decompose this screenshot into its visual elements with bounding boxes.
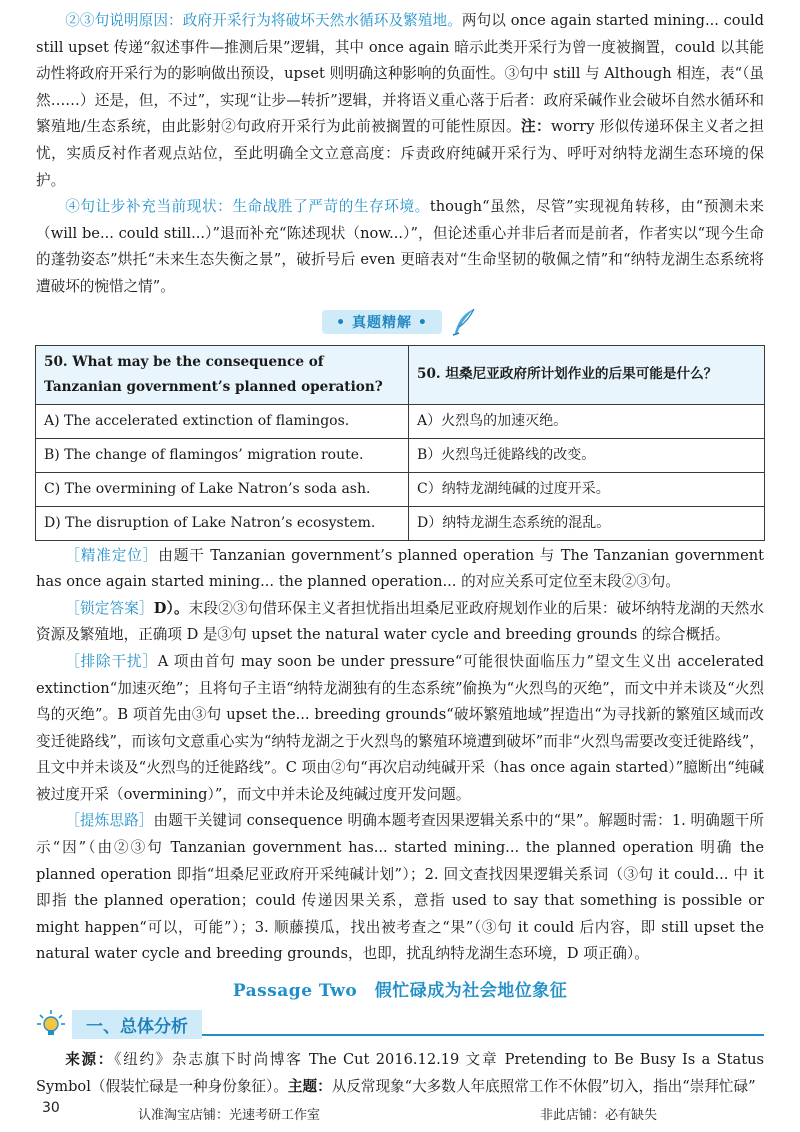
page-footer (0, 1094, 800, 1124)
paragraph-body: 两句以 once again started mining... could still upset 传递“叙述事件—推测后果”逻辑，其中 once again 暗示此类开采行为曾一度被搁置，could 以其能动性将政府开采行为的影响做出预设，upset 则明确这种影响的负面性。③句中 still 与 Although 相连，表“（虽然……）还是，但，不过”，实现“让步—转折”逻辑，并将语义重心落于后者：政府采碱作业会破坏自然水循环和繁殖地/生态系统，由此影射②句政府开采行为此前被搁置的可能性原因。 (36, 12, 764, 136)
option-en: A) The accelerated extinction of flamingos. (36, 404, 409, 438)
option-row (36, 472, 765, 506)
option-row (36, 506, 765, 540)
analysis-paragraph-2 (36, 194, 764, 300)
question-en: 50. What may be the consequence of Tanzanian government’s planned operation? (36, 345, 409, 404)
option-en: D) The disruption of Lake Natron’s ecosystem. (36, 506, 409, 540)
tips-paragraph (36, 808, 764, 968)
banner-label: • 真题精解 • (322, 310, 442, 334)
locate-paragraph (36, 543, 764, 596)
option-row (36, 438, 765, 472)
analysis-paragraph-1 (36, 8, 764, 194)
exclude-tag: ［排除干扰］ (65, 652, 158, 670)
note-body: worry 形似传递环保主义者之担忧，实质反衬作者观点站位，至此明确全文立意高度：斥责政府纯碱开采行为、呼吁对纳特龙湖生态环境的保护。 (36, 118, 764, 189)
answer-letter: D）。 (153, 599, 189, 617)
source-label: 来源： (65, 1051, 115, 1069)
question-zh: 50. 坦桑尼亚政府所计划作业的后果可能是什么？ (409, 345, 765, 404)
section-divider (202, 1034, 764, 1036)
footer-warning: 非此店铺：必有缺失 (540, 1108, 658, 1123)
question-row (36, 345, 765, 404)
option-en: C) The overmining of Lake Natron’s soda ash. (36, 472, 409, 506)
source-body: 《纽约》杂志旗下时尚博客 The Cut 2016.12.19 文章 Pretending to Be Busy Is a Status Symbol（假装忙碌是一种身份象征）。 (36, 1051, 764, 1095)
note-label: 注： (521, 118, 551, 136)
footer-shop: 认准淘宝店铺：光速考研工作室 (138, 1108, 321, 1123)
paragraph-body: though“虽然，尽管”实现视角转移，由“预测未来（will be... could still...）”退而补充“陈述现状（now...）”，但论述重心并非后者而是前者，作者实以“现今生命的蓬勃姿态”烘托“未来生态失衡之景”，破折号后 even 更暗表对“生命坚韧的敬佩之情”和“纳特龙湖生态系统将遭破坏的惋惜之情”。 (36, 198, 764, 295)
answer-body: 末段②③句借环保主义者担忧指出坦桑尼亚政府规划作业的后果：破坏纳特龙湖的天然水资源及繁殖地，正确项 D 是③句 upset the natural water cycle and breeding grounds 的综合概括。 (36, 599, 764, 644)
locate-tag: ［精准定位］ (65, 546, 159, 564)
option-zh: A）火烈鸟的加速灭绝。 (409, 404, 765, 438)
passage-title: Passage Two 假忙碌成为社会地位象征 (232, 981, 568, 1002)
answer-paragraph (36, 596, 764, 649)
page-number: 30 (42, 1100, 60, 1116)
answer-tag: ［锁定答案］ (65, 599, 154, 617)
option-row (36, 404, 765, 438)
lightbulb-icon (36, 1009, 66, 1039)
option-zh: B）火烈鸟迁徙路线的改变。 (409, 438, 765, 472)
option-zh: C）纳特龙湖纯碱的过度开采。 (409, 472, 765, 506)
exclude-paragraph (36, 649, 764, 809)
exclude-body: A 项由首句 may soon be under pressure“可能很快面临压力”望文生义出 accelerated extinction“加速灭绝”；且将句子主语“纳特龙湖独有的生态系统”偷换为“火烈鸟的灭绝”，而文中并未谈及“火烈鸟的灭绝”。B 项首先由③句 upset the... breeding grounds“破坏繁殖地域”捏造出“为寻找新的繁殖区域而改变迁徙路线”，而该句文意重心实为“纳特龙湖之于火烈鸟的繁殖环境遭到破坏”而非“火烈鸟需要改变迁徙路线”，且文中并未谈及“火烈鸟的迁徙路线”。C 项由②句“再次启动纯碱开采（has once again started）”臆断出“纯碱被过度开采（overmining）”，而文中并未论及纯碱过度开发问题。 (36, 652, 764, 803)
section-heading (36, 1007, 764, 1041)
locate-body: 由题干 Tanzanian government’s planned operation 与 The Tanzanian government has once again started mining... the planned operation... 的对应关系可定位至末段②③句。 (36, 546, 764, 591)
quill-icon (450, 307, 478, 337)
source-paragraph (36, 1047, 764, 1100)
tips-tag: ［提炼思路］ (65, 812, 154, 830)
section-heading-label: 一、总体分析 (72, 1010, 202, 1039)
theme-label: 主题： (287, 1077, 332, 1095)
paragraph-lead: ②③句说明原因：政府开采行为将破坏天然水循环及繁殖地。 (65, 12, 462, 29)
tips-body: 由题干关键词 consequence 明确本题考查因果逻辑关系中的“果”。解题时需：1. 明确题干所示“因”（由②③句 Tanzanian government has... started mining... the planned operation 明确 the planned operation 即指“坦桑尼亚政府开采纯碱计划”）；2. 回文查找因果逻辑关系词（③句 it could... 中 it 即指 the planned operation；could 传递因果关系，意指 used to say that something is possible or might happen“可以，可能”）；3. 顺藤摸瓜，找出被考查之“果”（③句 it could 后内容，即 still upset the natural water cycle and breeding grounds，也即，扰乱纳特龙湖生态环境，D 项正确）。 (36, 812, 764, 963)
question-table (35, 345, 765, 541)
page-content (36, 6, 764, 1100)
theme-body: 从反常现象“大多数人年底照常工作不休假”切入，指出“崇拜忙碌” (331, 1077, 756, 1095)
paragraph-lead: ④句让步补充当前现状：生命战胜了严苛的生存环境。 (65, 198, 430, 216)
section-banner (36, 307, 764, 337)
option-en: B) The change of flamingos’ migration route. (36, 438, 409, 472)
option-zh: D）纳特龙湖生态系统的混乱。 (409, 506, 765, 540)
